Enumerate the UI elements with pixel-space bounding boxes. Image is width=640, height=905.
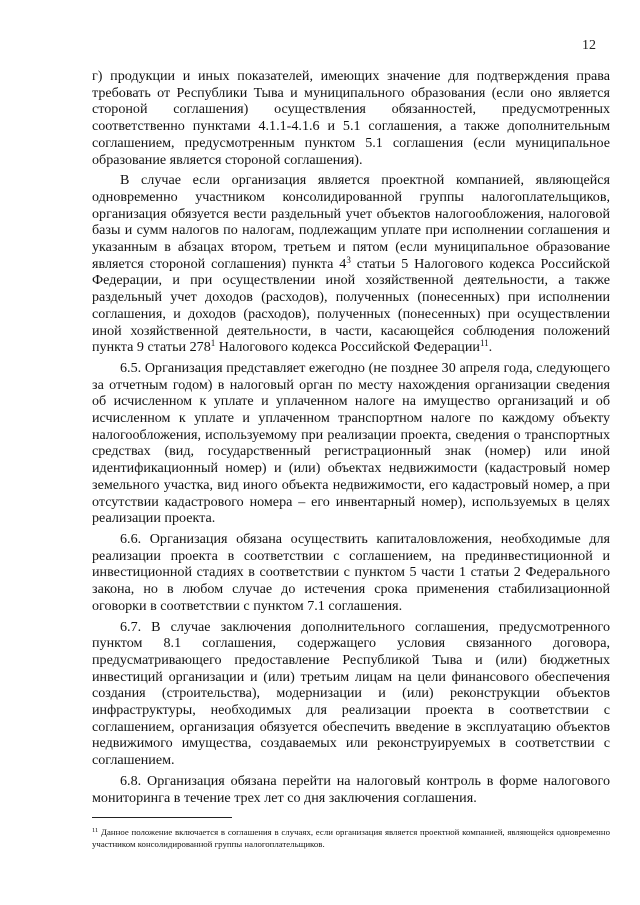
- paragraph-6-5: 6.5. Организация представляет ежегодно (не позднее 30 апреля года, следующего за отчетным годом) в налоговый орган по месту нахождения организации сведения об исчисленном к уплате и уплаченном налоге на имущество организаций и об исчисленном к уплате и уплаченном транспортном налоге по каждому объекту налогообложения, используемому при реализации проекта, сведения о транспортных средствах (вид, государственный регистрационный знак (номер) или иной идентификационный номер) и (или) объектах недвижимости (кадастровый номер земельного участка, вид иного объекта недвижимости, его кадастровый номер, а при отсутствии кадастрового номера – его инвентарный номер), используемых в целях реализации проекта.: [92, 359, 610, 527]
- paragraph-6-7: 6.7. В случае заключения дополнительного соглашения, предусмотренного пунктом 8.1 соглашения, содержащего условия связанного договора, предусматривающего предоставление Республикой Тыва и (или) бюджетных инвестиций организации и (или) третьим лицам на цели финансового обеспечения создания (строительства), модернизации и (или) реконструкции объектов инфраструктуры, необходимых для реализации проекта в соответствии с соглашением, организация обязуется обеспечить введение в эксплуатацию объектов недвижимого имущества, создаваемых или реконструируемых в соответствии с соглашением.: [92, 618, 610, 769]
- paragraph-continuation: г) продукции и иных показателей, имеющих значение для подтверждения права требовать от Республики Тыва и муниципального образования (если оно является стороной соглашения) осуществления обязанностей, предусмотренных соответственно пунктами 4.1.1-4.1.6 и 5.1 соглашения, а также дополнительным соглашением, предусмотренным пунктом 5.1 соглашения (если муниципальное образование является стороной соглашения).: [92, 68, 610, 168]
- paragraph-text-segment: Налогового кодекса Российской Федерации: [215, 339, 480, 356]
- document-body: [92, 68, 610, 810]
- footnote-text: Данное положение включается в соглашения в случаях, если организация является проектной компанией, являющейся одновременно участником консолидированной группы налогоплательщиков.: [92, 827, 610, 849]
- paragraph-text-segment: статьи 5 Налогового кодекса Российской Федерации, и при осуществлении иной хозяйственной деятельности, а также раздельный учет доходов (расходов), полученных (понесенных) при исполнении соглашения, и доходов (расходов), полученных (понесенных) при осуществлении иной хозяйственной деятельности, в части, касающейся соблюдения положений пункта 9 статьи 278: [92, 255, 610, 356]
- footnote-divider: [92, 817, 232, 818]
- footnote: [92, 826, 610, 850]
- superscript-index: 1: [210, 338, 216, 349]
- paragraph-text-segment: В случае если организация является проектной компанией, являющейся одновременно участником консолидированной группы налогоплательщиков, организация обязуется вести раздельный учет объектов налогообложения, налоговой базы и сумм налогов по налогам, подлежащим уплате при исполнении соглашения и указанным в абзацах втором, третьем и пятом (если муниципальное образование является стороной соглашения) пункта 4: [92, 172, 610, 272]
- paragraph-text-segment: .: [488, 339, 493, 356]
- footnote-reference: 11: [479, 338, 489, 349]
- superscript-index: 3: [346, 254, 351, 265]
- paragraph-6-8: 6.8. Организация обязана перейти на налоговый контроль в форме налогового мониторинга в течение трех лет со дня заключения соглашения.: [92, 772, 610, 806]
- footnote-marker: 11: [92, 827, 99, 834]
- paragraph-project-company: [92, 172, 610, 356]
- page-number: 12: [582, 38, 596, 53]
- paragraph-6-6: 6.6. Организация обязана осуществить капиталовложения, необходимые для реализации проекта в соответствии с соглашением, на прединвестиционной и инвестиционной стадиях в соответствии с пунктом 5 части 1 статьи 2 Федерального закона, но в любом случае до истечения срока применения стабилизационной оговорки в соответствии с пунктом 7.1 соглашения.: [92, 530, 610, 614]
